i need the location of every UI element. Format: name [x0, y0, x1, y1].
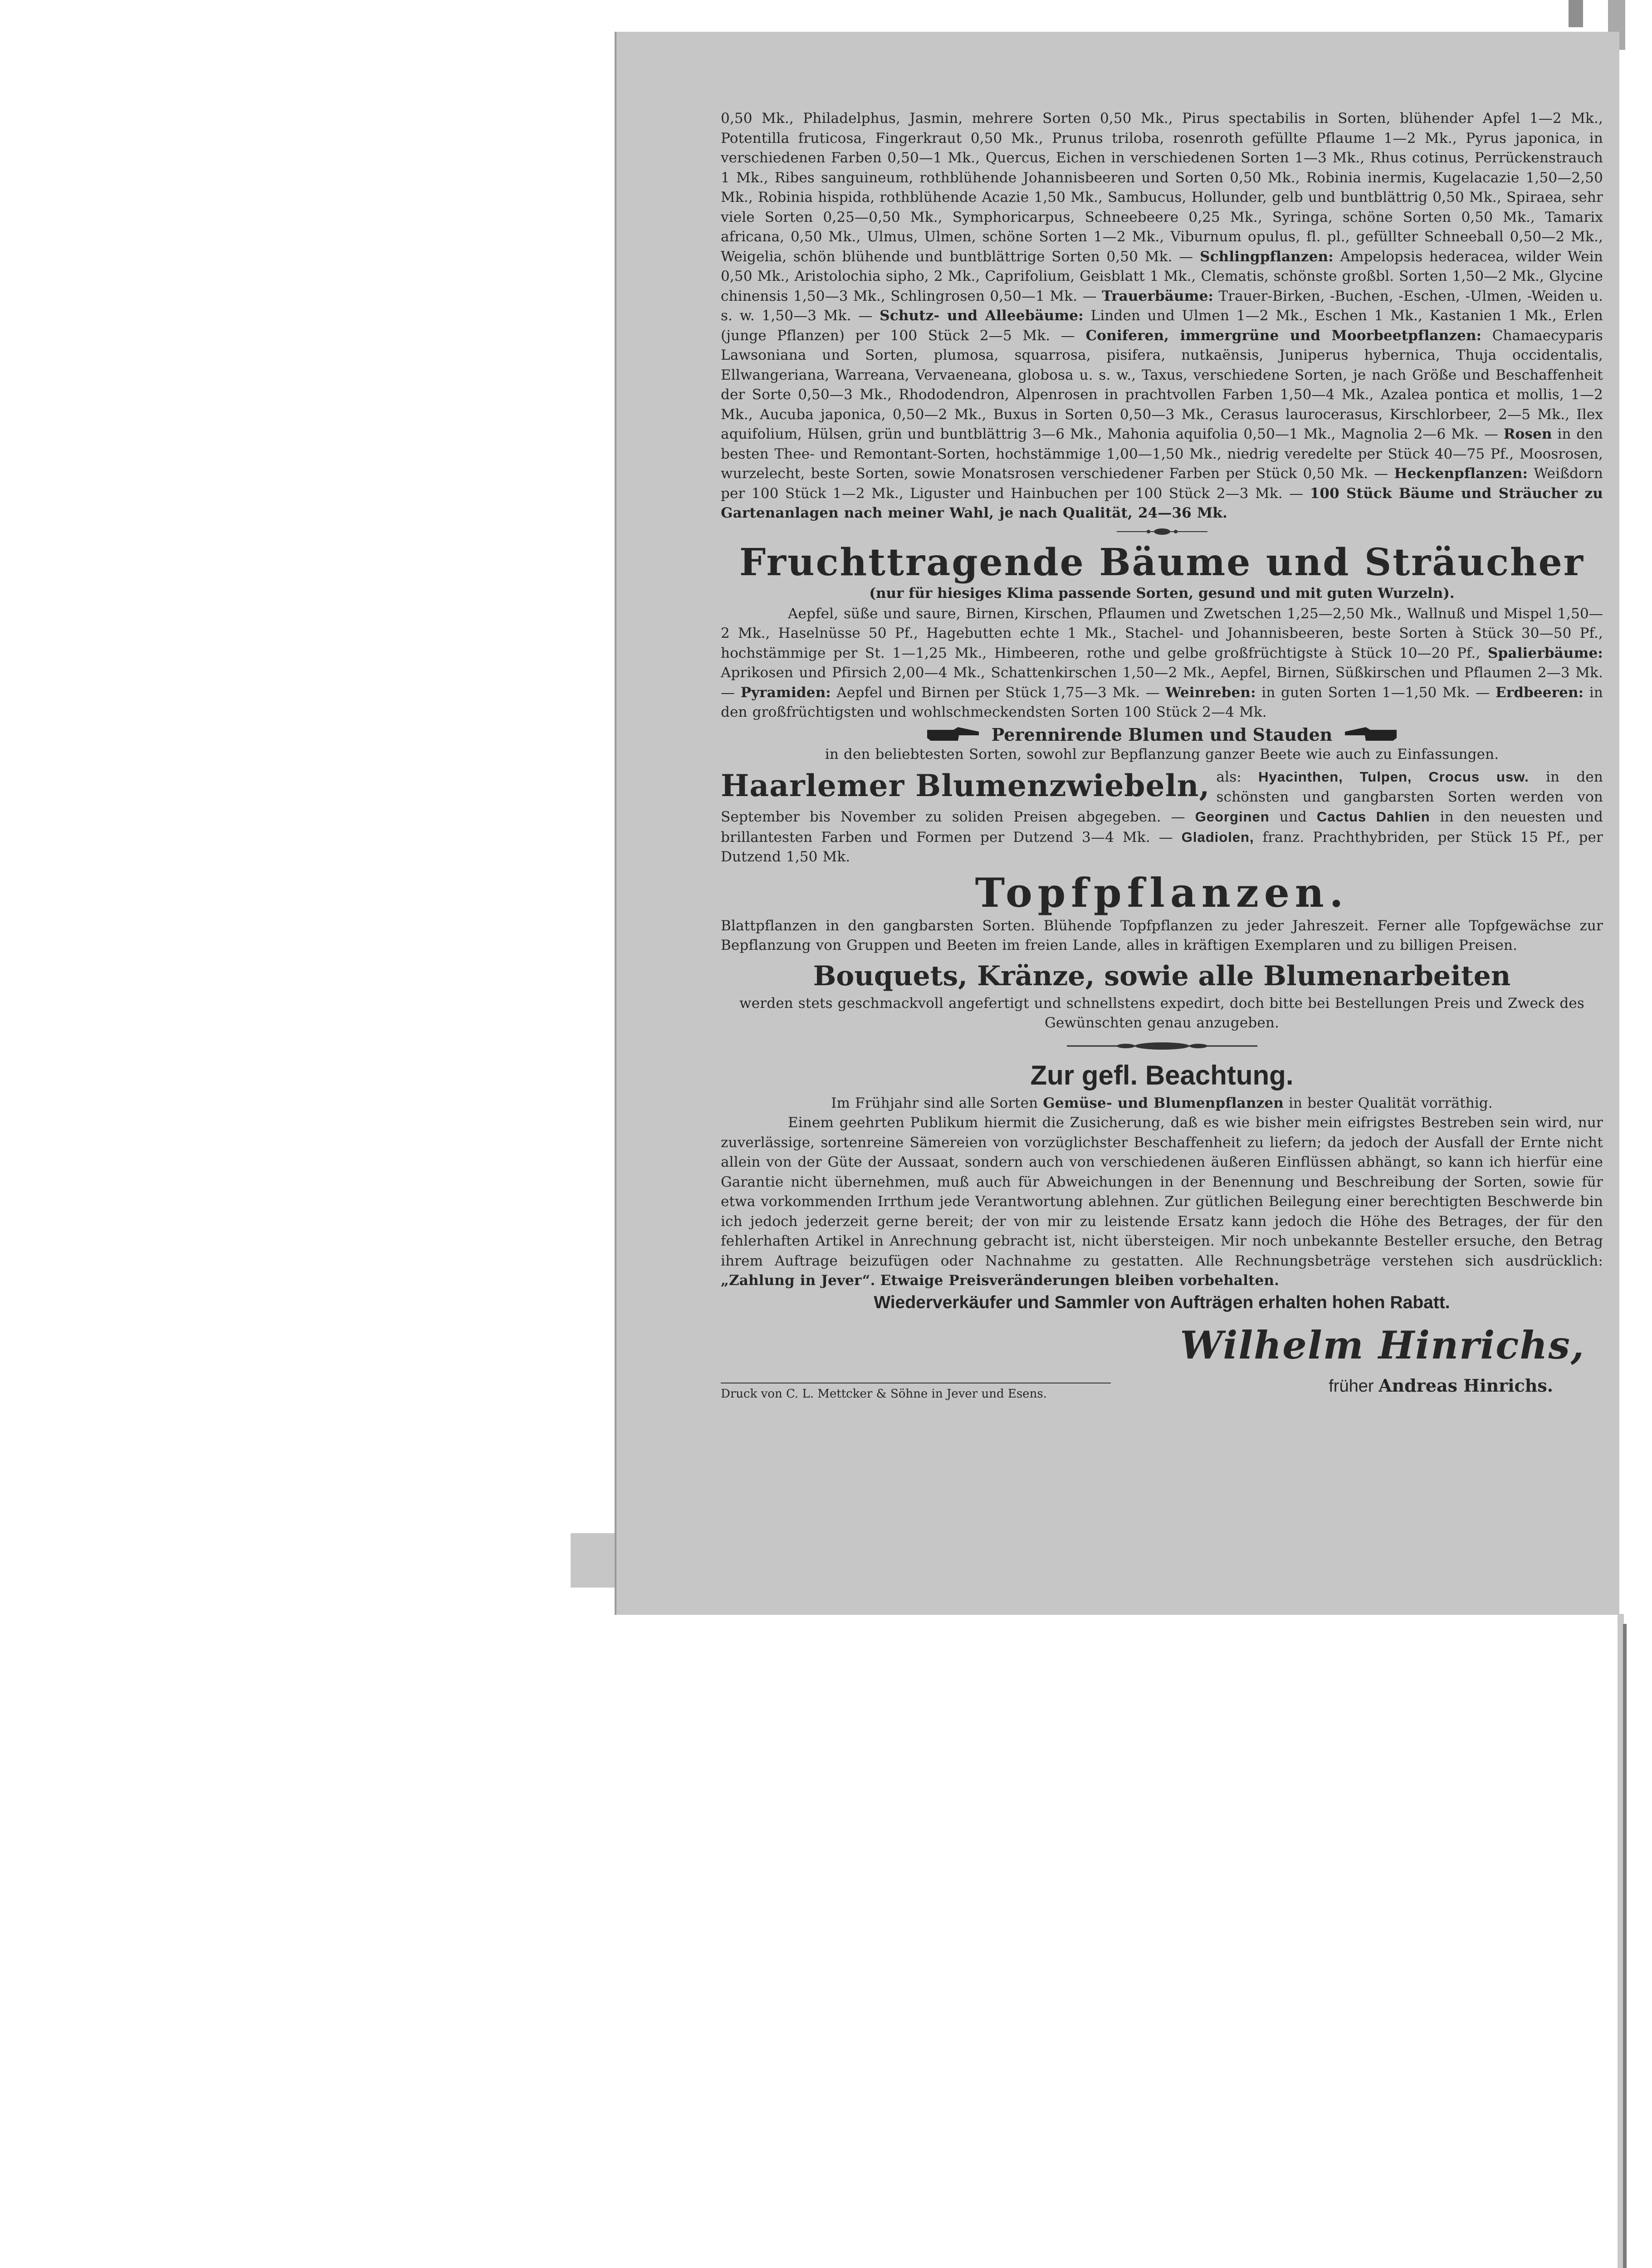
plant-price-list: 0,50 Mk., Philadelphus, Jasmin, mehrere Sorten 0,50 Mk., Pirus spectabilis in Sorten, blühender Apfel 1—2 Mk., Potentilla fruticosa, Fingerkraut 0,50 Mk., Prunus triloba, rosenroth gefüllte Pflaume 1—2 Mk., Pyrus japonica, in verschiedenen Farben 0,50—1 Mk., Quercus, Eichen in verschiedenen Sorten 1—3 Mk., Rhus cotinus, Perrückenstrauch 1 Mk., Ribes sanguineum, rothblühende Johannisbeeren und Sorten 0,50 Mk., Robinia inermis, Kugelacazie 1,50—2,50 Mk., Robinia hispida, rothblühende Acazie 1,50 Mk., Sambucus, Hollunder, gelb und buntblättrig 0,50 Mk., Spiraea, sehr viele Sorten 0,25—0,50 Mk., Symphoricarpus, Schneebeere 0,25 Mk., Syringa, schöne Sorten 0,50 Mk., Tamarix africana, 0,50 Mk., Ulmus, Ulmen, schöne Sorten 1—2 Mk., Viburnum opulus, fl. pl., gefüllter Schneeball 0,50—2 Mk., Weigelia, schön blühende und buntblättrige Sorten 0,50 Mk. — Schlingpflanzen: Ampelopsis hederacea, wilder Wein 0,50 Mk., Aristolochia sipho, 2 Mk., Caprifolium, Geisblatt 1 Mk., Clematis, schönste großbl. Sorten 1,50—2 Mk., Glycine chinensis 1,50—3 Mk., Schlingrosen 0,50—1 Mk. — Trauerbäume: Trauer-Birken, -Buchen, -Eschen, -Ulmen, -Weiden u. s. w. 1,50—3 Mk. — Schutz- und Alleebäume: Linden und Ulmen 1—2 Mk., Eschen 1 Mk., Kastanien 1 Mk., Erlen (junge Pflanzen) per 100 Stück 2—5 Mk. — Coniferen, immergrüne und Moorbeetpflanzen: Chamaecyparis Lawsoniana und Sorten, plumosa, squarrosa, pisifera, nutkaënsis, Juniperus hybernica, Thuja occidentalis, Ellwangeriana, Warreana, Vervaeneana, globosa u. s. w., Taxus, verschiedene Sorten, je nach Größe und Beschaffenheit der Sorte 0,50—3 Mk., Rhododendron, Alpenrosen in prachtvollen Farben 1,50—4 Mk., Azalea pontica et mollis, 1—2 Mk., Aucuba japonica, 0,50—2 Mk., Buxus in Sorten 0,50—3 Mk., Cerasus laurocerasus, Kirschlorbeer, 2—5 Mk., Ilex aquifolium, Hülsen, grün und buntblättrig 3—6 Mk., Mahonia aquifolia 0,50—1 Mk., Magnolia 2—6 Mk. — Rosen in den besten Thee- und Remontant-Sorten, hochstämmige 1,00—1,50 Mk., niedrig veredelte per Stück 40—75 Pf., Moosrosen, wurzelecht, beste Sorten, sowie Monatsrosen verschiedener Farben per Stück 0,50 Mk. — Heckenpflanzen: Weißdorn per 100 Stück 1—2 Mk., Liguster und Hainbuchen per 100 Stück 2—3 Mk. — 100 Stück Bäume und Sträucher zu Gartenanlagen nach meiner Wahl, je nach Qualität, 24—36 Mk. [721, 110, 1603, 521]
bulbs-text: als: Hyacinthen, Tulpen, Crocus usw. in den schönsten und gangbarsten Sorten werden von September bis November zu soliden Preisen abgegeben. — Georginen und Cactus Dahlien in den neuesten und brillantesten Farben und Formen per Dutzend 3—4 Mk. — Gladiolen, franz. Prachthybriden, per Stück 15 Pf., per Dutzend 1,50 Mk. [721, 769, 1603, 865]
perennial-title: Perennirende Blumen und Stauden [991, 724, 1333, 745]
notice-text: Einem geehrten Publikum hiermit die Zusicherung, daß es wie bisher mein eifrigstes Bestreben sein wird, nur zuverlässige, sortenreine Sämereien von vorzüglichster Beschaffenheit zu liefern; da jedoch der Ausfall der Ernte nicht allein von der Güte der Aussaat, sondern auch von verschiedenen äußeren Einflüssen abhängt, so kann ich hierfür eine Garantie nicht übernehmen, muß auch für Abweichungen in der Benennung und Beschreibung der Sorten, sowie für etwa vorkommenden Irrthum jede Verantwortung ablehnen. Zur gütlichen Beilegung einer berechtigten Beschwerde bin ich jedoch jederzeit gerne bereit; der von mir zu leistende Ersatz kann jedoch die Höhe des Betrages, der für den fehlerhaften Artikel in Anrechnung gebracht ist, nicht übersteigen. Mir noch unbekannte Besteller ersuche, den Betrag ihrem Auftrage beizufügen oder Nachnahme zu gestatten. Alle Rechnungsbeträge verstehen sich ausdrücklich: „Zahlung in Jever“. Etwaige Preisveränderungen bleiben vorbehalten. [721, 1114, 1603, 1289]
pointing-hand-right-icon [926, 725, 981, 743]
bulbs-title: Haarlemer Blumenzwiebeln, [721, 768, 1210, 803]
scan-border-strip [1569, 0, 1583, 27]
resellers-discount-line: Wiederverkäufer und Sammler von Aufträgen erhalten hohen Rabatt. [874, 1292, 1450, 1312]
paper-edge [571, 1533, 616, 1588]
notice-spring-line: Im Frühjahr sind alle Sorten Gemüse- und Blumenpflanzen in bester Qualität vorräthig. [831, 1095, 1493, 1111]
bouquets-title: Bouquets, Kränze, sowie alle Blumenarbeiten [813, 960, 1511, 992]
perennial-text: in den beliebtesten Sorten, sowohl zur Bepflanzung ganzer Beete wie auch zu Einfassungen. [825, 746, 1499, 763]
notice-title: Zur gefl. Beachtung. [1030, 1060, 1294, 1090]
fruit-section-subtitle: (nur für hiesiges Klima passende Sorten, gesund und mit guten Wurzeln). [869, 585, 1455, 601]
divider-ornament [721, 527, 1603, 538]
fruit-section-title: Fruchttragende Bäume und Sträucher [739, 540, 1585, 584]
document-page [615, 32, 1619, 1615]
former-owner-line: früher Andreas Hinrichs. [1329, 1375, 1553, 1396]
fruit-price-list: Aepfel, süße und saure, Birnen, Kirschen, Pflaumen und Zwetschen 1,25—2,50 Mk., Wallnuß und Mispel 1,50—2 Mk., Haselnüsse 50 Pf., Hagebutten echte 1 Mk., Stachel- und Johannisbeeren, beste Sorten à Stück 30—50 Pf., hochstämmige per St. 1—1,25 Mk., Himbeeren, rothe und gelbe großfrüchtigste à Stück 10—20 Pf., Spalierbäume: Aprikosen und Pfirsich 2,00—4 Mk., Schattenkirschen 1,50—2 Mk., Aepfel, Birnen, Süßkirschen und Pflaumen 2—3 Mk. — Pyramiden: Aepfel und Birnen per Stück 1,75—3 Mk. — Weinreben: in guten Sorten 1—1,50 Mk. — Erdbeeren: in den großfrüchtigsten und wohlschmeckendsten Sorten 100 Stück 2—4 Mk. [721, 605, 1603, 720]
bulbs-section [721, 767, 1603, 867]
pot-plants-text: Blattpflanzen in den gangbarsten Sorten. Blühende Topfpflanzen zu jeder Jahreszeit. Ferner alle Topfgewächse zur Bepflanzung von Gruppen und Beeten im freien Lande, alles in kräftigen Exemplaren und zu billigen Preisen. [721, 917, 1603, 953]
divider-ornament [721, 1041, 1603, 1052]
scan-border-strip [1623, 1624, 1627, 2268]
page-content [721, 109, 1603, 1408]
printer-imprint: Druck von C. L. Mettcker & Söhne in Jever und Esens. [721, 1383, 1111, 1401]
signature-name: Wilhelm Hinrichs, [1180, 1322, 1585, 1368]
signature-block [721, 1313, 1603, 1408]
pot-plants-title: Topfpflanzen. [975, 869, 1349, 916]
bouquets-text: werden stets geschmackvoll angefertigt und schnellstens expedirt, doch bitte bei Bestellungen Preis und Zweck des Gewünschten genau anzugeben. [739, 995, 1584, 1031]
pointing-hand-left-icon [1343, 725, 1398, 743]
perennial-heading [721, 724, 1603, 745]
